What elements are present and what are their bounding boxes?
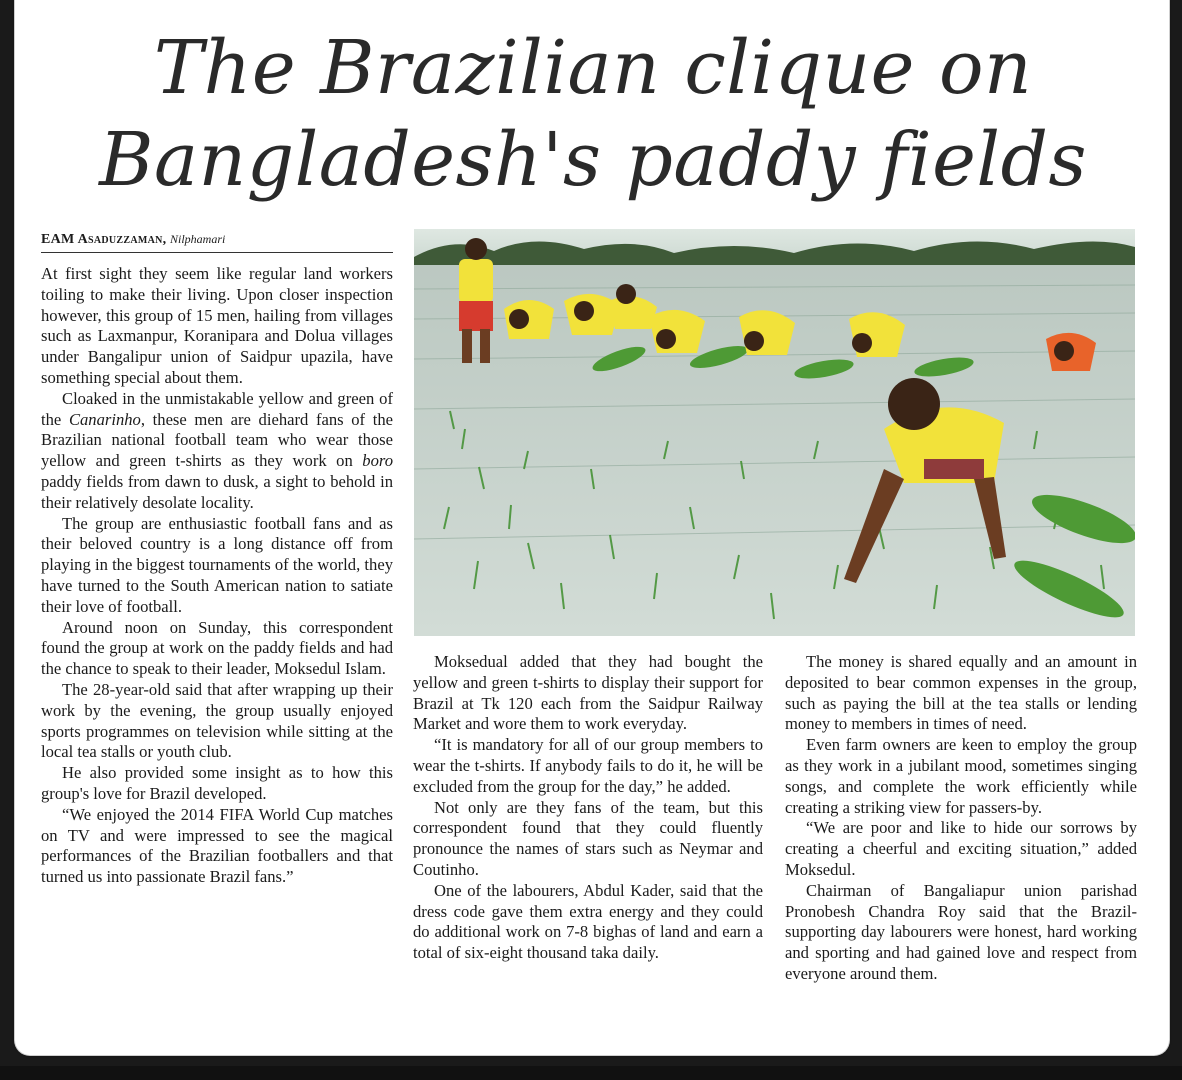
paragraph: Around noon on Sunday, this correspondent found the group at work on the paddy fields and had the chance to speak to their leader, Moksedul Islam. — [41, 617, 393, 679]
byline-location: Nilphamari — [169, 232, 226, 246]
photo-illustration — [414, 229, 1135, 636]
paragraph: The 28-year-old said that after wrapping up their work by the evening, the group usually enjoyed sports programmes on television while sitting at the local tea stalls or youth club. — [41, 679, 393, 762]
byline-author: EAM Asaduzzaman, — [41, 232, 167, 247]
paragraph: The money is shared equally and an amount in deposited to bear common expenses in the group, such as paying the bill at the tea stalls or lending money to members in times of need. — [785, 652, 1137, 734]
article-column-3 — [785, 652, 1137, 985]
paragraph: He also provided some insight as to how this group's love for Brazil developed. — [41, 763, 393, 803]
paragraph: Chairman of Bangaliapur union parishad Pronobesh Chandra Roy said that the Brazil-supporting day labourers were honest, hard working and sporting and had gained love and respect from everyone around them. — [785, 880, 1137, 983]
paddy-field-photo — [414, 229, 1135, 636]
headline-line-2: Bangladesh's paddy fields — [99, 117, 1087, 203]
headline-line-1: The Brazilian clique on — [153, 25, 1033, 111]
paragraph: The group are enthusiastic football fans and as their beloved country is a long distance off from playing in the biggest tournaments of the world, they have turned to the South American nation to satiate their love of football. — [41, 513, 393, 616]
bottom-bar — [0, 1066, 1182, 1080]
headline — [15, 22, 1171, 206]
paragraph — [41, 389, 393, 514]
text-run: , these men are diehard fans of the Brazilian national football team who wear those yellow and green t-shirts as they work on — [41, 409, 394, 471]
text-run: Cloaked in the unmistakable yellow and green of the — [41, 388, 393, 429]
newspaper-page — [14, 0, 1170, 1056]
paragraph: “It is mandatory for all of our group members to wear the t-shirts. If anybody fails to do it, he will be excluded from the group for the day,” he added. — [413, 735, 763, 796]
article-column-2 — [413, 652, 763, 964]
paragraph: Even farm owners are keen to employ the group as they work in a jubilant mood, sometimes singing songs, and complete the work efficiently while creating a striking view for passers-by. — [785, 735, 1137, 817]
paragraph: “We are poor and like to hide our sorrows by creating a cheerful and exciting situation,” added Moksedul. — [785, 818, 1137, 879]
text-run: paddy fields from dawn to dusk, a sight to behold in their relatively desolate locality. — [41, 471, 393, 512]
italic-term: Canarinho — [68, 409, 141, 429]
paragraph: At first sight they seem like regular land workers toiling to make their living. Upon closer inspection however, this group of 15 men, hailing from villages such as Laxmanpur, Koranipara and Dolua villages under Bangalipur union of Saidpur upazila, have something special about them. — [41, 264, 393, 387]
italic-term: boro — [362, 451, 393, 471]
byline — [41, 232, 393, 253]
paragraph: One of the labourers, Abdul Kader, said that the dress code gave them extra energy and they could do additional work on 7-8 bighas of land and earn a total of six-eight thousand taka daily. — [413, 880, 763, 963]
paragraph: “We enjoyed the 2014 FIFA World Cup matches on TV and were impressed to see the magical performances of the Brazilian footballers and that turned us into passionate Brazil fans.” — [41, 804, 393, 887]
article-column-1 — [41, 264, 393, 888]
paragraph: Not only are they fans of the team, but this correspondent found that they could fluently pronounce the names of stars such as Neymar and Coutinho. — [413, 797, 763, 879]
paragraph: Moksedual added that they had bought the yellow and green t-shirts to display their support for Brazil at Tk 120 each from the Saidpur Railway Market and wore them to work everyday. — [413, 652, 763, 734]
